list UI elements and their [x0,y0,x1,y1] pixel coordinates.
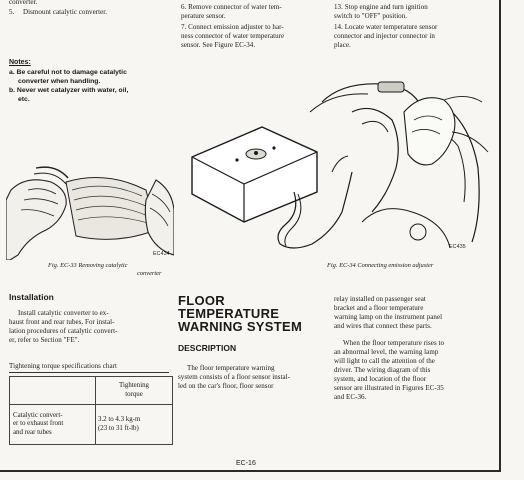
right-text-line2: bracket and a floor temperature [334,304,424,312]
page-number: EC-16 [236,460,256,467]
header-torque-line2: torque [125,390,143,398]
description-title: DESCRIPTION [178,343,237,353]
torque-table-caption: Tightening torque specifications chart [9,362,117,370]
installation-line3: lation procedures of catalytic convert- [9,327,118,335]
step-6-line1: 6. Remove connector of water tem- [181,3,282,11]
step-14-line3: place. [334,41,351,49]
step-5-text: Dismount catalytic converter. [23,8,108,16]
step-7-line3: sensor. See Figure EC-34. [181,41,256,49]
fig33-caption-line1: Fig. EC-33 Removing catalytic [48,262,128,269]
row-value-line2: (23 to 31 ft-lb) [98,424,139,432]
floor-title-line3: WARNING SYSTEM [178,319,303,334]
table-header-empty [10,377,96,405]
note-b-line1: b. Never wet catalyzer with water, oil, [9,87,129,94]
right-text-line4: and wires that connect these parts. [334,322,432,330]
description-line2: system consists of a floor sensor instal- [178,373,291,381]
fig34-code: EC435 [449,244,466,250]
step-13-line1: 13. Stop engine and turn ignition [334,3,428,11]
step-14-line1: 14. Locate water temperature sensor [334,23,438,31]
notes-title: Notes: [9,59,31,66]
installation-line2: haust front and rear tubes. For instal- [9,318,115,326]
figure-ec33-illustration [6,160,174,260]
right-text-line5: When the floor temperature rises to [343,339,445,347]
step-14-line2: connector and injector connector in [334,32,435,40]
right-text-line6: an abnormal level, the warning lamp [334,348,439,356]
right-text-line3: warning lamp on the instrument panel [334,313,443,321]
description-line3: led on the car's floor, floor sensor [178,382,274,390]
installation-line1: Install catalytic converter to ex- [18,309,109,317]
step-13-line2: switch to "OFF" position. [334,12,408,20]
floor-title-line1: FLOOR [178,293,225,308]
note-a-line1: a. Be careful not to damage catalytic [9,69,127,76]
note-b-line2: etc. [18,96,30,103]
right-text-line11: and EC-36. [334,393,367,401]
row-value-cell [96,405,173,445]
right-text-line9: system, and location of the floor [334,375,427,383]
table-caption-rule [9,372,169,373]
right-text-line7: will light to call the attention of the [334,357,435,365]
floor-title-line2: TEMPERATURE [178,306,280,321]
page-border-bottom [0,470,501,472]
step-5-number: 5. [9,8,15,16]
header-torque-line1: Tightening [119,382,149,390]
fig33-code: EC434 [153,251,170,257]
table-header-torque [96,377,173,405]
left-continuation-text: converter. [9,0,38,6]
note-a-line2: converter when handling. [18,78,101,85]
step-5 [9,8,107,17]
table-header-row [10,377,173,405]
step-7-line2: ness connector of water temperature [181,32,285,40]
step-6-line2: perature sensor. [181,12,226,20]
figure-ec34-illustration [182,72,490,258]
row-label-cell [10,405,96,445]
fig34-caption: Fig. EC-34 Connecting emission adjuster [327,262,434,269]
description-line1: The floor temperature warning [187,364,275,372]
installation-title: Installation [9,292,54,302]
right-text-line8: driver. The wiring diagram of this [334,366,431,374]
right-text-line10: sensor are illustrated in Figures EC-35 [334,384,444,392]
row-label-line3: and rear tubes [13,428,52,436]
row-label-line2: er to exhaust front [13,420,64,428]
table-row [10,405,173,445]
row-value-line1: 3.2 to 4.3 kg-m [98,416,141,424]
torque-spec-table [9,376,173,445]
step-7-line1: 7. Connect emission adjuster to har- [181,23,284,31]
installation-line4: er, refer to Section "FE". [9,336,80,344]
row-label-line1: Catalytic convert- [13,411,63,419]
fig33-caption-line2: converter [137,270,162,277]
right-text-line1: relay installed on passenger seat [334,295,426,303]
page-border-right [499,0,501,472]
